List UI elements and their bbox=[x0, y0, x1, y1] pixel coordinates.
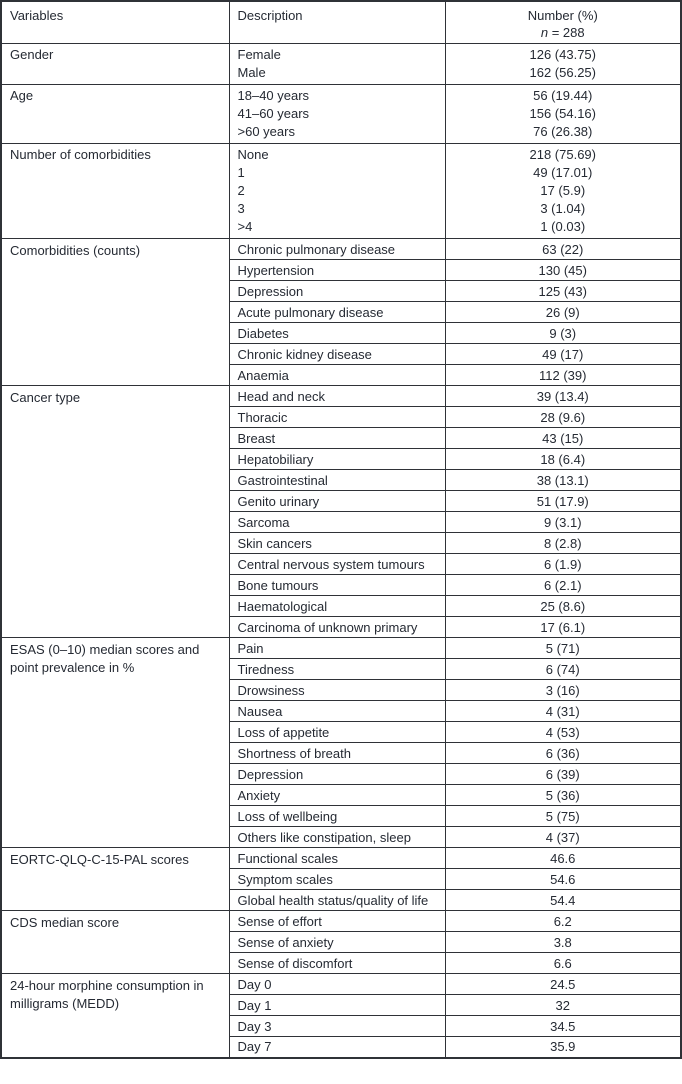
header-n-count bbox=[454, 24, 673, 41]
value-cell: 3 (16) bbox=[445, 680, 681, 701]
value-cell: 5 (75) bbox=[445, 806, 681, 827]
value-cell: 32 bbox=[445, 995, 681, 1016]
column-header-number bbox=[445, 1, 681, 44]
description-cell: Diabetes bbox=[229, 323, 445, 344]
table-row bbox=[1, 44, 681, 85]
description-cell: Global health status/quality of life bbox=[229, 890, 445, 911]
description-line: 41–60 years bbox=[237, 106, 310, 121]
value-line: 76 (26.38) bbox=[533, 124, 593, 139]
description-cell: Skin cancers bbox=[229, 533, 445, 554]
value-cell: 6.2 bbox=[445, 911, 681, 932]
value-cell: 54.4 bbox=[445, 890, 681, 911]
value-cell: 5 (36) bbox=[445, 785, 681, 806]
value-cell: 25 (8.6) bbox=[445, 596, 681, 617]
description-cell: Carcinoma of unknown primary bbox=[229, 617, 445, 638]
description-line: 18–40 years bbox=[237, 88, 310, 103]
variable-cell: Comorbidities (counts) bbox=[1, 239, 229, 386]
value-line: 56 (19.44) bbox=[533, 88, 593, 103]
description-cell: Anaemia bbox=[229, 365, 445, 386]
description-cell: Chronic pulmonary disease bbox=[229, 239, 445, 260]
column-header-description: Description bbox=[229, 1, 445, 44]
variable-cell: EORTC-QLQ-C-15-PAL scores bbox=[1, 848, 229, 911]
description-cell bbox=[229, 144, 445, 239]
description-cell: Shortness of breath bbox=[229, 743, 445, 764]
description-line: 2 bbox=[237, 183, 245, 198]
description-cell: Sense of discomfort bbox=[229, 953, 445, 974]
description-cell: Depression bbox=[229, 764, 445, 785]
n-symbol: n bbox=[540, 25, 549, 40]
value-cell: 38 (13.1) bbox=[445, 470, 681, 491]
value-cell: 112 (39) bbox=[445, 365, 681, 386]
value-cell: 34.5 bbox=[445, 1016, 681, 1037]
description-line: >4 bbox=[237, 219, 253, 234]
table-row bbox=[1, 848, 681, 869]
variable-cell: Cancer type bbox=[1, 386, 229, 638]
description-cell: Acute pulmonary disease bbox=[229, 302, 445, 323]
table-body bbox=[1, 44, 681, 1058]
value-cell: 6.6 bbox=[445, 953, 681, 974]
value-line: 162 (56.25) bbox=[529, 65, 596, 80]
table-row bbox=[1, 144, 681, 239]
description-cell: Depression bbox=[229, 281, 445, 302]
value-cell: 6 (74) bbox=[445, 659, 681, 680]
description-line: 3 bbox=[237, 201, 245, 216]
n-value: = 288 bbox=[548, 25, 585, 40]
table-row bbox=[1, 974, 681, 995]
description-cell: Loss of wellbeing bbox=[229, 806, 445, 827]
value-cell: 3.8 bbox=[445, 932, 681, 953]
variable-cell: Number of comorbidities bbox=[1, 144, 229, 239]
value-cell: 4 (37) bbox=[445, 827, 681, 848]
value-cell: 26 (9) bbox=[445, 302, 681, 323]
value-line: 17 (5.9) bbox=[540, 183, 586, 198]
variable-cell: Age bbox=[1, 85, 229, 144]
value-line: 1 (0.03) bbox=[540, 219, 586, 234]
description-cell: Day 1 bbox=[229, 995, 445, 1016]
table-row bbox=[1, 85, 681, 144]
table-row bbox=[1, 386, 681, 407]
description-cell: Gastrointestinal bbox=[229, 470, 445, 491]
value-cell: 130 (45) bbox=[445, 260, 681, 281]
description-cell: Thoracic bbox=[229, 407, 445, 428]
table-row bbox=[1, 911, 681, 932]
value-cell: 63 (22) bbox=[445, 239, 681, 260]
value-cell bbox=[445, 144, 681, 239]
variable-cell: 24-hour morphine consumption in milligrams (MEDD) bbox=[1, 974, 229, 1058]
description-cell: Chronic kidney disease bbox=[229, 344, 445, 365]
value-cell: 43 (15) bbox=[445, 428, 681, 449]
value-cell: 5 (71) bbox=[445, 638, 681, 659]
description-cell: Central nervous system tumours bbox=[229, 554, 445, 575]
variable-cell: Gender bbox=[1, 44, 229, 85]
description-cell: Head and neck bbox=[229, 386, 445, 407]
description-cell: Pain bbox=[229, 638, 445, 659]
description-cell: Drowsiness bbox=[229, 680, 445, 701]
table-row bbox=[1, 239, 681, 260]
description-cell bbox=[229, 44, 445, 85]
description-line: None bbox=[237, 147, 269, 162]
value-line: 218 (75.69) bbox=[529, 147, 596, 162]
description-cell: Hypertension bbox=[229, 260, 445, 281]
description-cell: Sense of effort bbox=[229, 911, 445, 932]
value-cell: 4 (53) bbox=[445, 722, 681, 743]
value-cell: 125 (43) bbox=[445, 281, 681, 302]
description-line: 1 bbox=[237, 165, 245, 180]
value-cell: 24.5 bbox=[445, 974, 681, 995]
variable-cell: ESAS (0–10) median scores and point prevalence in % bbox=[1, 638, 229, 848]
description-cell: Tiredness bbox=[229, 659, 445, 680]
value-cell: 17 (6.1) bbox=[445, 617, 681, 638]
description-cell: Genito urinary bbox=[229, 491, 445, 512]
value-cell: 28 (9.6) bbox=[445, 407, 681, 428]
description-cell: Day 0 bbox=[229, 974, 445, 995]
value-cell: 51 (17.9) bbox=[445, 491, 681, 512]
description-cell: Day 3 bbox=[229, 1016, 445, 1037]
value-line: 49 (17.01) bbox=[533, 165, 593, 180]
value-cell bbox=[445, 44, 681, 85]
value-cell: 46.6 bbox=[445, 848, 681, 869]
value-cell: 6 (39) bbox=[445, 764, 681, 785]
description-line: Male bbox=[237, 65, 266, 80]
value-cell: 4 (31) bbox=[445, 701, 681, 722]
value-cell: 49 (17) bbox=[445, 344, 681, 365]
description-cell: Nausea bbox=[229, 701, 445, 722]
description-line: Female bbox=[237, 47, 281, 62]
description-cell: Functional scales bbox=[229, 848, 445, 869]
description-cell: Sense of anxiety bbox=[229, 932, 445, 953]
value-cell: 54.6 bbox=[445, 869, 681, 890]
value-cell: 39 (13.4) bbox=[445, 386, 681, 407]
value-cell bbox=[445, 85, 681, 144]
description-cell: Symptom scales bbox=[229, 869, 445, 890]
value-line: 3 (1.04) bbox=[540, 201, 586, 216]
value-cell: 18 (6.4) bbox=[445, 449, 681, 470]
header-row bbox=[1, 1, 681, 44]
value-cell: 9 (3) bbox=[445, 323, 681, 344]
value-cell: 6 (2.1) bbox=[445, 575, 681, 596]
description-line: >60 years bbox=[237, 124, 295, 139]
value-cell: 6 (1.9) bbox=[445, 554, 681, 575]
value-cell: 9 (3.1) bbox=[445, 512, 681, 533]
header-number-label: Number (%) bbox=[527, 8, 598, 23]
description-cell: Sarcoma bbox=[229, 512, 445, 533]
description-cell: Breast bbox=[229, 428, 445, 449]
description-cell: Hepatobiliary bbox=[229, 449, 445, 470]
column-header-variables: Variables bbox=[1, 1, 229, 44]
table-row bbox=[1, 638, 681, 659]
value-line: 126 (43.75) bbox=[529, 47, 596, 62]
description-cell: Day 7 bbox=[229, 1037, 445, 1058]
description-cell: Haematological bbox=[229, 596, 445, 617]
description-cell: Bone tumours bbox=[229, 575, 445, 596]
value-cell: 35.9 bbox=[445, 1037, 681, 1058]
value-line: 156 (54.16) bbox=[529, 106, 596, 121]
description-cell: Loss of appetite bbox=[229, 722, 445, 743]
description-cell bbox=[229, 85, 445, 144]
description-cell: Anxiety bbox=[229, 785, 445, 806]
description-cell: Others like constipation, sleep bbox=[229, 827, 445, 848]
value-cell: 6 (36) bbox=[445, 743, 681, 764]
value-cell: 8 (2.8) bbox=[445, 533, 681, 554]
variable-cell: CDS median score bbox=[1, 911, 229, 974]
